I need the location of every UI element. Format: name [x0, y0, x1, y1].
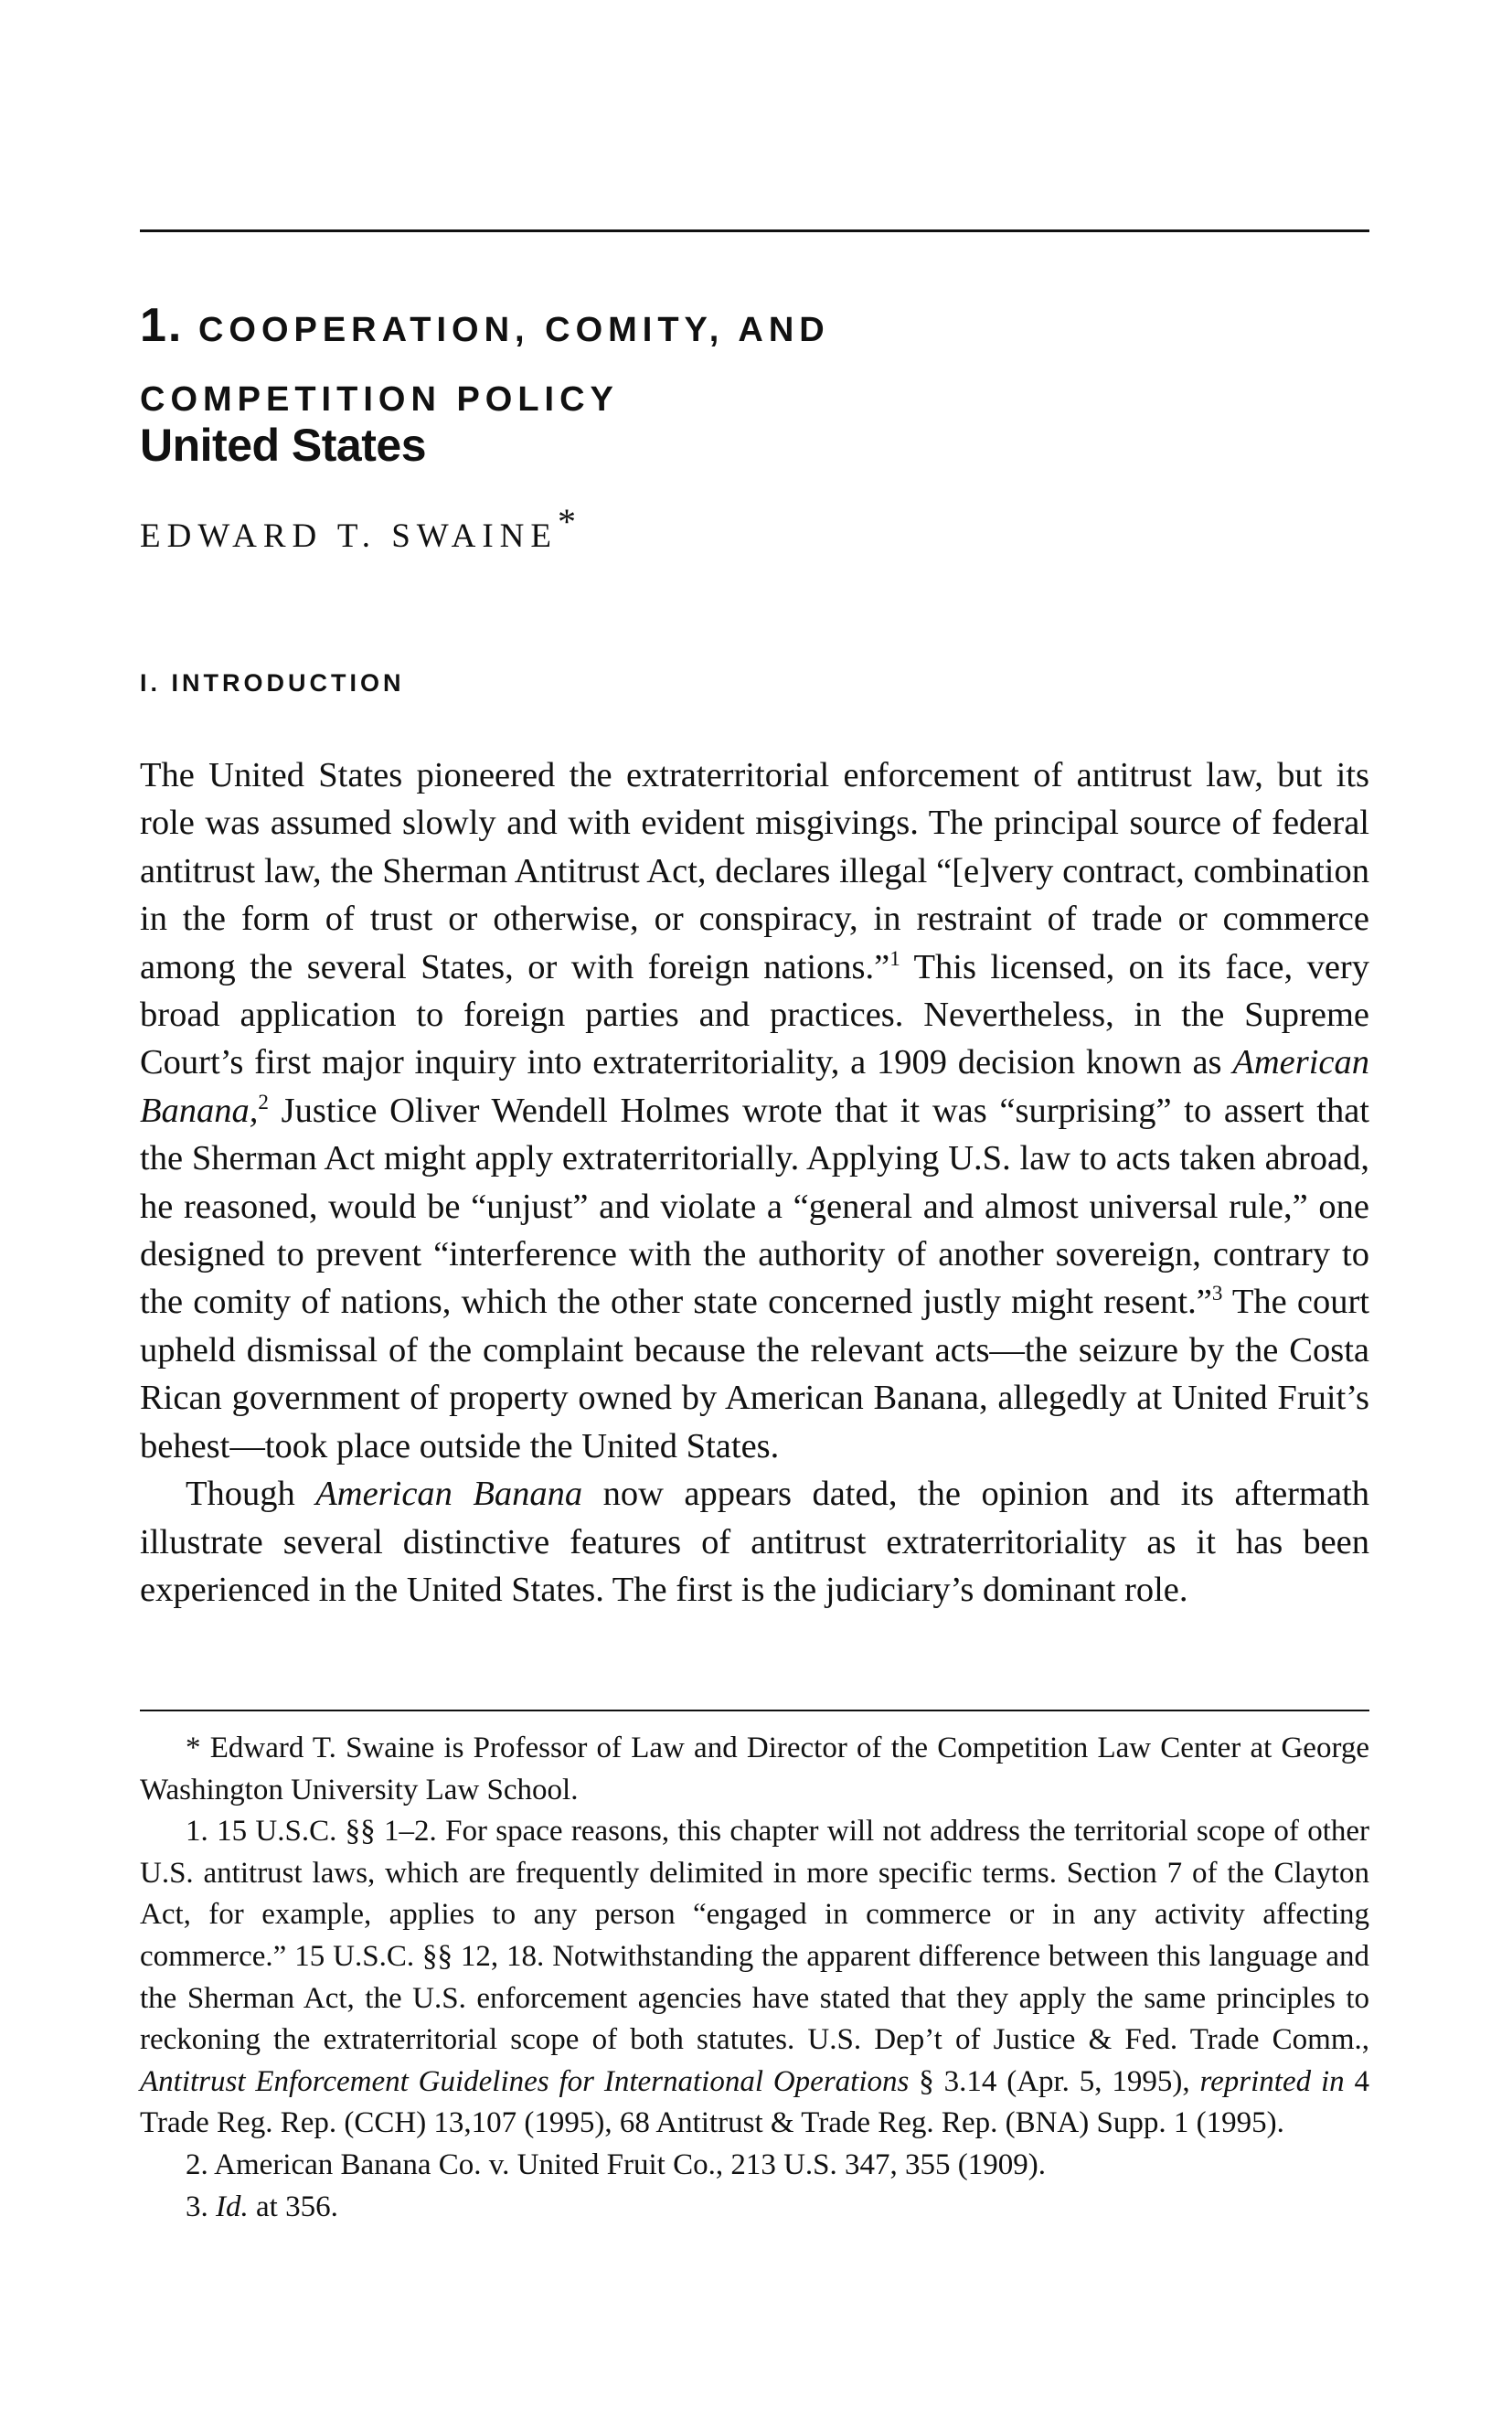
paragraph-2-text-b: now appears dated, the opinion and its aftermath illustrate several distinctive features of antitrust extraterritoriality as it has been experienced in the United States. The first is the judiciary’s dominant role.: [140, 1475, 1369, 1609]
footnote-3: [140, 2187, 1369, 2229]
chapter-title-text-1: COOPERATION, COMITY, AND: [197, 311, 830, 349]
case-name-italic: American Banana,: [140, 1043, 1369, 1130]
chapter-title-line-1: [140, 291, 830, 365]
paragraph-1-text-b: This licensed, on its face, very broad application to foreign parties and practices. Nevertheless, in the Supreme Court’s first major inquiry into extraterritoriality, a 1909 decision known as: [140, 947, 1369, 1082]
author-footnote-mark: *: [557, 501, 576, 542]
footnote-2: 2. American Banana Co. v. United Fruit Co., 213 U.S. 347, 355 (1909).: [186, 2147, 1047, 2181]
paragraph-1: [140, 751, 1369, 1470]
footnote-ref-1: 1: [889, 945, 900, 970]
author-name: EDWARD T. SWAINE: [140, 517, 558, 555]
top-rule: [140, 229, 1369, 232]
footnote-author: * Edward T. Swaine is Professor of Law and Director of the Competition Law Center at George Washington University Law School.: [140, 1732, 1369, 1806]
footnote-3-id: Id.: [216, 2190, 249, 2223]
paragraph-1-text-d: The court upheld dismissal of the complaint because the relevant acts—the seizure by the Costa Rican government of property owned by American Banana, allegedly at United Fruit’s behest—took place outside the United States.: [140, 1283, 1369, 1465]
paragraph-1-text-a: The United States pioneered the extraterritorial enforcement of antitrust law, but its role was assumed slowly and with evident misgivings. The principal source of federal antitrust law, the Sherman Antitrust Act, declares illegal “[e]very contract, combination in the form of trust or otherwise, or conspiracy, in restraint of trade or commerce among the several States, or with foreign nations.”: [140, 756, 1369, 986]
footnote-1-text-a: 1. 15 U.S.C. §§ 1–2. For space reasons, this chapter will not address the territorial scope of other U.S. antitrust laws, which are frequently delimited in more specific terms. Section 7 of the Clayton Act, for example, applies to any person “engaged in commerce or in any activity affecting commerce.” 15 U.S.C. §§ 12, 18. Notwithstanding the apparent difference between this language and the Sherman Act, the U.S. enforcement agencies have stated that they apply the same principles to reckoning the extraterritorial scope of both statutes. U.S. Dep’t of Justice & Fed. Trade Comm.,: [140, 1815, 1369, 2057]
footnote-rule: [140, 1710, 1369, 1711]
footnotes: [140, 1728, 1369, 2228]
paragraph-2-text-a: Though: [186, 1475, 316, 1514]
author-byline: [140, 501, 576, 556]
section-heading: I. INTRODUCTION: [140, 669, 405, 697]
footnote-3-number: 3.: [186, 2190, 216, 2223]
chapter-title: [140, 291, 830, 434]
footnote-1-title: Antitrust Enforcement Guidelines for International Operations: [140, 2064, 910, 2098]
body-text: [140, 751, 1369, 1614]
footnote-3-text: at 356.: [248, 2190, 338, 2223]
paragraph-1-text-c: Justice Oliver Wendell Holmes wrote that it was “surprising” to assert that the Sherman Act might apply extraterritorially. Applying U.S. law to acts taken abroad, he reasoned, would be “unjust” and violate a “general and almost universal rule,” one designed to prevent “interference with the authority of another sovereign, contrary to the comity of nations, which the other state concerned justly might resent.”: [140, 1091, 1369, 1322]
footnote-1-text-b: § 3.14 (Apr. 5, 1995),: [909, 2064, 1200, 2098]
chapter-subtitle: United States: [140, 420, 427, 471]
chapter-number: 1.: [140, 299, 184, 352]
footnote-1-reprinted: reprinted in: [1199, 2064, 1345, 2098]
footnote-1-text-c: 4 Trade Reg. Rep. (CCH) 13,107 (1995), 68 Antitrust & Trade Reg. Rep. (BNA) Supp. 1 (1995).: [140, 2064, 1370, 2140]
footnote-ref-2: 2: [258, 1089, 269, 1114]
paragraph-2: [140, 1470, 1369, 1614]
footnote-1: [140, 1811, 1369, 2145]
footnote-ref-3: 3: [1211, 1281, 1223, 1305]
case-name-italic: American Banana: [315, 1475, 583, 1514]
chapter-title-line-2: COMPETITION POLICY: [140, 380, 619, 419]
